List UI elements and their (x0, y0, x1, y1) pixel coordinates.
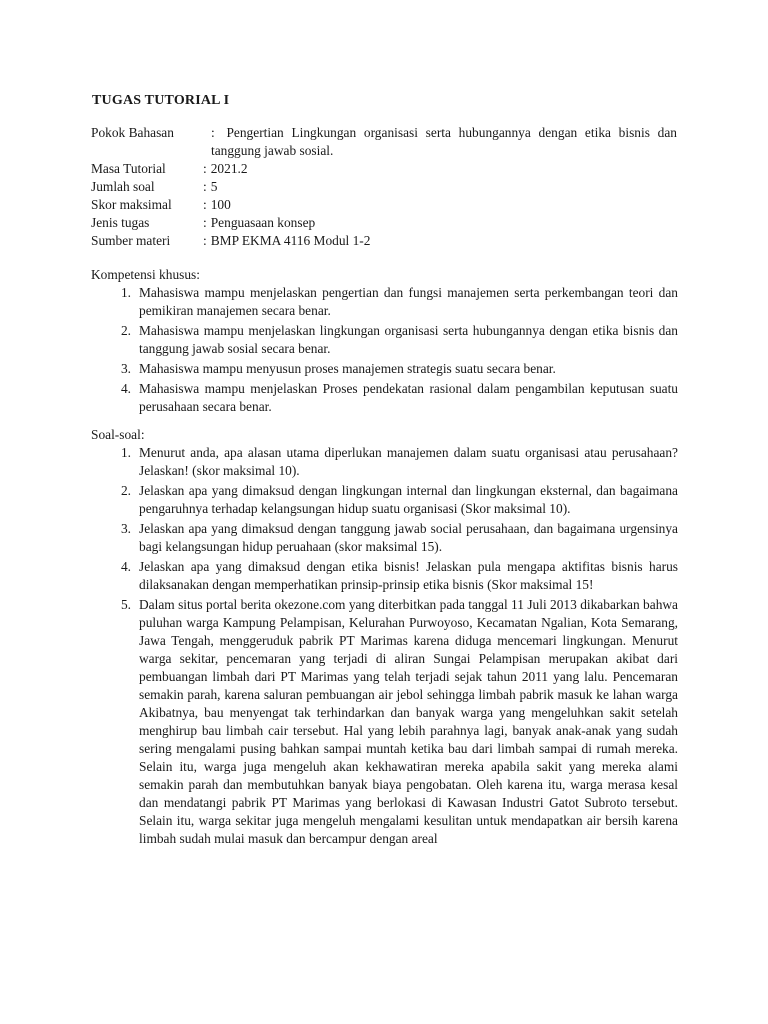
item-number: 1. (120, 445, 131, 460)
item-number: 5. (120, 597, 131, 612)
item-text: Jelaskan apa yang dimaksud dengan etika bisnis! Jelaskan pula mengapa aktifitas bisnis harus dilaksanakan dengan memperhatikan prinsip-prinsip etika bisnis (Skor maksimal 15! (139, 559, 678, 592)
item-number: 4. (120, 381, 131, 396)
item-number: 2. (120, 323, 131, 338)
info-value: BMP EKMA 4116 Modul 1-2 (210, 233, 371, 248)
item-text: Jelaskan apa yang dimaksud dengan tanggung jawab social perusahaan, dan bagaimana urgensinya bagi kelangsungan hidup peruahaan (skor maksimal 15). (139, 521, 678, 554)
list-item (91, 596, 678, 848)
list-item (91, 482, 678, 518)
info-row-pokok-bahasan: Pokok Bahasan : Pengertian Lingkungan organisasi serta hubungannya dengan etika bisnis dan tanggung jawab sosial. (91, 125, 677, 158)
list-item (91, 380, 678, 416)
info-row-jenis-tugas: Jenis tugas : Penguasaan konsep (91, 215, 316, 230)
item-text: Jelaskan apa yang dimaksud dengan lingkungan internal dan lingkungan eksternal, dan bagaimana pengaruhnya terhadap kelangsungan hidup suatu organisasi (Skor maksimal 10). (139, 483, 678, 516)
item-number: 3. (120, 361, 131, 376)
info-label: Pokok Bahasan (91, 125, 174, 140)
item-number: 3. (120, 521, 131, 536)
list-item (91, 520, 678, 556)
info-value: Pengertian Lingkungan organisasi serta hubungannya dengan etika bisnis dan tanggung jawab sosial. (211, 125, 677, 158)
list-item (91, 360, 678, 378)
assignment-info (91, 124, 677, 250)
item-number: 4. (120, 559, 131, 574)
kompetensi-list (91, 284, 678, 416)
info-label: Skor maksimal (91, 197, 172, 212)
info-label: Masa Tutorial (91, 161, 166, 176)
info-label: Sumber materi (91, 233, 171, 248)
item-number: 1. (120, 285, 131, 300)
info-value: Penguasaan konsep (210, 215, 316, 230)
soal-heading: Soal-soal: (91, 427, 145, 442)
info-row-sumber-materi: Sumber materi : BMP EKMA 4116 Modul 1-2 (91, 233, 371, 248)
list-item (91, 444, 678, 480)
info-row-skor-maksimal: Skor maksimal : 100 (91, 197, 231, 212)
info-row-jumlah-soal: Jumlah soal : 5 (91, 179, 218, 194)
item-number: 2. (120, 483, 131, 498)
item-text: Dalam situs portal berita okezone.com yang diterbitkan pada tanggal 11 Juli 2013 dikabarkan bahwa puluhan warga Kampung Pelampisan, Kelurahan Purwoyoso, Kecamatan Ngalian, Kota Semarang, Jawa Tengah, menggeruduk pabrik PT Marimas karena diduga mencemari lingkungan. Menurut warga sekitar, pencemaran yang terjadi di aliran Sungai Pelampisan merupakan akibat dari pembuangan limbah dari PT Marimas yang telah terjadi sejak tahun 2011 yang lalu. Pencemaran semakin parah, karena saluran pembuangan air jebol sehingga limbah pabrik masuk ke lahan warga Akibatnya, bau menyengat tak terhindarkan dan banyak warga yang mengeluhkan sakit setelah menghirup bau limbah cair tersebut. Hal yang lebih parahnya lagi, banyak anak-anak yang sudah sering mengalami pusing bahkan sampai muntah ketika bau dari limbah sampai di rumah mereka. Selain itu, warga juga mengeluh akan kekhawatiran mereka apabila sakit yang mereka alami semakin parah dan membutuhkan banyak biaya pengobatan. Oleh karena itu, warga merasa kesal dan mendatangi pabrik PT Marimas yang berlokasi di Kawasan Industri Gatot Subroto tersebut. Selain itu, warga sekitar juga mengeluh mengalami kesulitan untuk mendapatkan air bersih karena limbah sudah mulai masuk dan bercampur dengan areal (139, 597, 678, 846)
item-text: Mahasiswa mampu menjelaskan Proses pendekatan rasional dalam pengambilan keputusan suatu perusahaan secara benar. (139, 381, 678, 414)
list-item (91, 558, 678, 594)
info-row-masa-tutorial: Masa Tutorial : 2021.2 (91, 161, 248, 176)
item-text: Menurut anda, apa alasan utama diperlukan manajemen dalam suatu organisasi atau perusahaan? Jelaskan! (skor maksimal 10). (139, 445, 678, 478)
info-label: Jenis tugas (91, 215, 150, 230)
soal-list (91, 444, 678, 848)
item-text: Mahasiswa mampu menjelaskan pengertian dan fungsi manajemen serta perkembangan teori dan pemikiran manajemen secara benar. (139, 285, 678, 318)
kompetensi-heading: Kompetensi khusus: (91, 267, 200, 282)
info-label: Jumlah soal (91, 179, 155, 194)
info-value: 100 (210, 197, 231, 212)
info-value: 2021.2 (210, 161, 248, 176)
document-title: TUGAS TUTORIAL I (92, 93, 230, 108)
list-item (91, 284, 678, 320)
info-value: 5 (210, 179, 218, 194)
item-text: Mahasiswa mampu menjelaskan lingkungan organisasi serta hubungannya dengan etika bisnis dan tanggung jawab sosial secara benar. (139, 323, 678, 356)
item-text: Mahasiswa mampu menyusun proses manajemen strategis suatu secara benar. (139, 361, 556, 376)
list-item (91, 322, 678, 358)
